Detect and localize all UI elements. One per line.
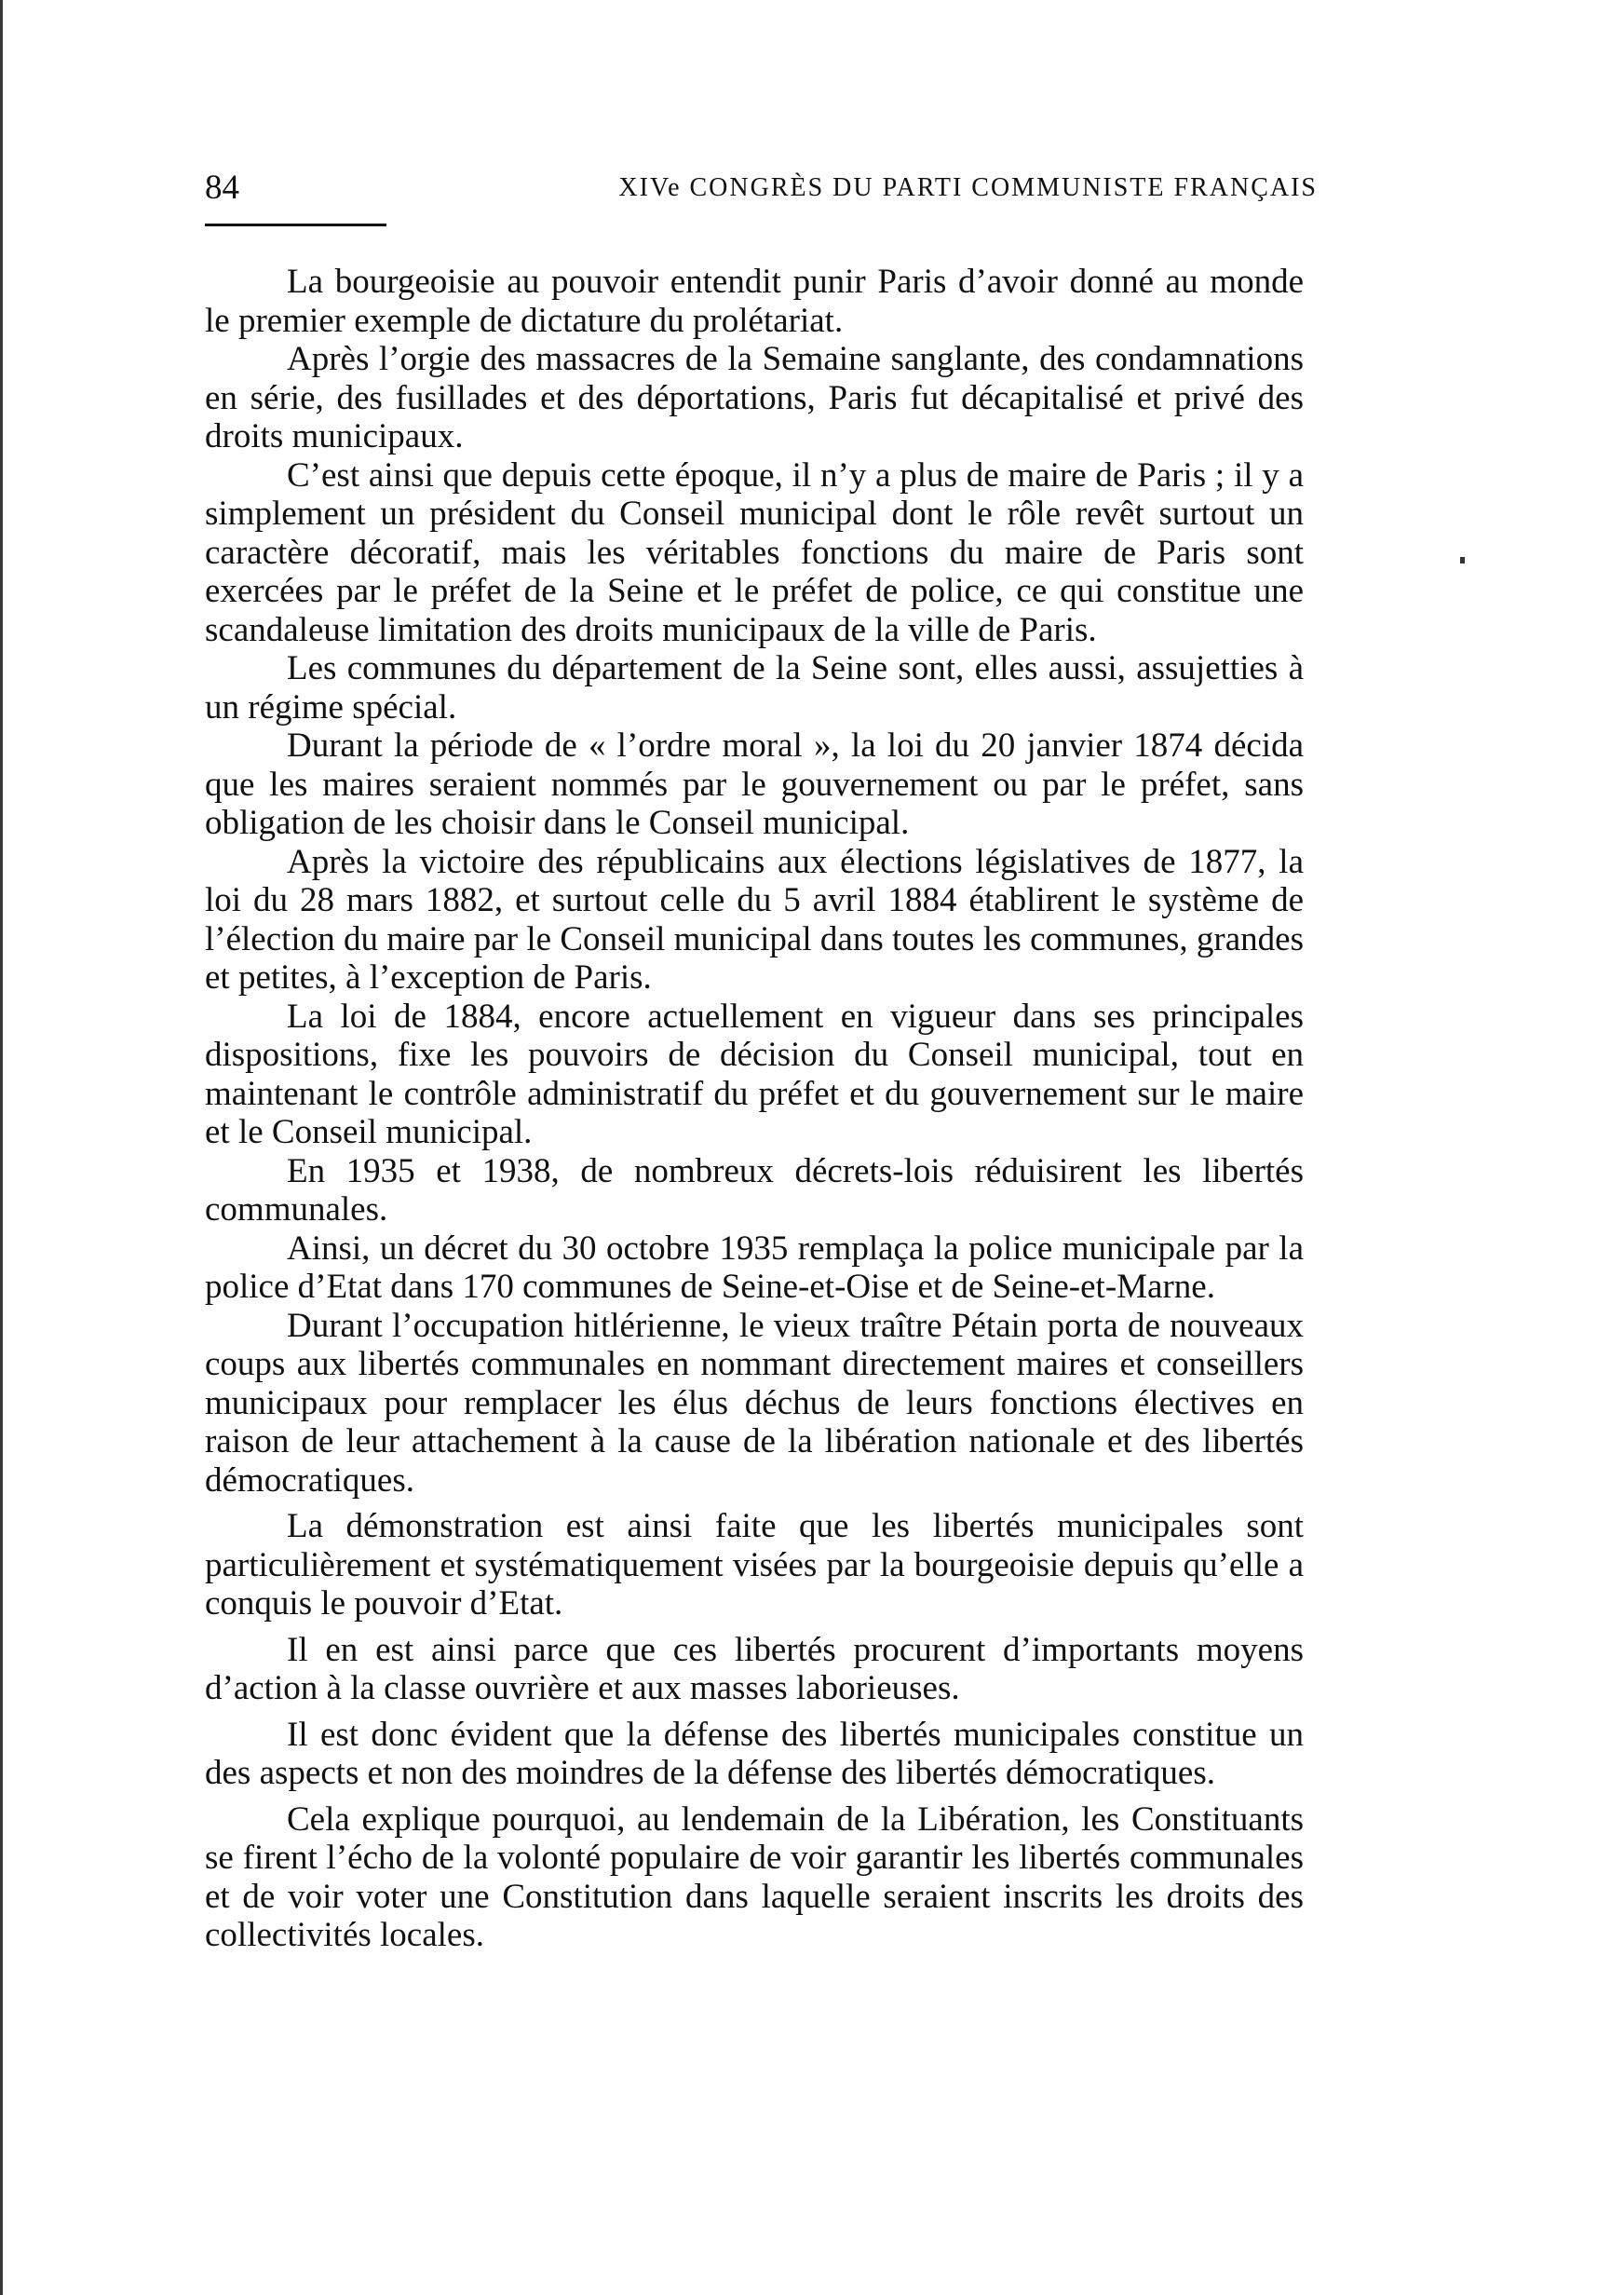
header-rule [205,224,386,226]
paragraph: Il est donc évident que la défense des libertés municipales constitue un des aspects et non des moindres de la défense des libertés démocratiques. [205,1715,1304,1792]
margin-speck [1460,557,1465,564]
paragraph: Après l’orgie des massacres de la Semaine sanglante, des condamnations en série, des fusillades et des déportations, Paris fut décapitalisé et privé des droits municipaux. [205,340,1304,455]
paragraph: Ainsi, un décret du 30 octobre 1935 remplaça la police municipale par la police d’Etat dans 170 communes de Seine-et-Oise et de Seine-et-Marne. [205,1229,1304,1306]
paragraph: En 1935 et 1938, de nombreux décrets-lois réduisirent les libertés communales. [205,1151,1304,1229]
page-left-edge [0,0,3,2295]
body-text [205,263,1304,1955]
running-head [205,158,1318,214]
paragraph: C’est ainsi que depuis cette époque, il n’y a plus de maire de Paris ; il y a simplement un président du Conseil municipal dont le rôle revêt surtout un caractère décoratif, mais les véritables fonctions du maire de Paris sont exercées par le préfet de la Seine et le préfet de police, ce qui constitue une scandaleuse limitation des droits municipaux de la ville de Paris. [205,455,1304,649]
paragraph: La bourgeoisie au pouvoir entendit punir Paris d’avoir donné au monde le premier exemple de dictature du prolétariat. [205,263,1304,340]
paragraph: Après la victoire des républicains aux élections législatives de 1877, la loi du 28 mars 1882, et surtout celle du 5 avril 1884 établirent le système de l’élection du maire par le Conseil municipal dans toutes les communes, grandes et petites, à l’exception de Paris. [205,842,1304,997]
paragraph: Durant l’occupation hitlérienne, le vieux traître Pétain porta de nouveaux coups aux libertés communales en nommant directement maires et conseillers municipaux pour remplacer les élus déchus de leurs fonctions électives en raison de leur attachement à la cause de la libération nationale et des libertés démocratiques. [205,1306,1304,1500]
paragraph: Durant la période de « l’ordre moral », la loi du 20 janvier 1874 décida que les maires seraient nommés par le gouvernement ou par le préfet, sans obligation de les choisir dans le Conseil municipal. [205,727,1304,842]
paragraph: Il en est ainsi parce que ces libertés procurent d’importants moyens d’action à la classe ouvrière et aux masses laborieuses. [205,1630,1304,1707]
paragraph: La loi de 1884, encore actuellement en vigueur dans ses principales dispositions, fixe les pouvoirs de décision du Conseil municipal, tout en maintenant le contrôle administratif du préfet et du gouvernement sur le maire et le Conseil municipal. [205,997,1304,1151]
running-title: XIVe CONGRÈS DU PARTI COMMUNISTE FRANÇAIS [618,173,1318,202]
paragraph: La démonstration est ainsi faite que les libertés municipales sont particulièrement et systématiquement visées par la bourgeoisie depuis qu’elle a conquis le pouvoir d’Etat. [205,1507,1304,1623]
page-number: 84 [205,169,239,207]
paragraph: Les communes du département de la Seine sont, elles aussi, assujetties à un régime spécial. [205,649,1304,727]
paragraph: Cela explique pourquoi, au lendemain de la Libération, les Constituants se firent l’écho de la volonté populaire de voir garantir les libertés communales et de voir voter une Constitution dans laquelle seraient inscrits les droits des collectivités locales. [205,1799,1304,1954]
